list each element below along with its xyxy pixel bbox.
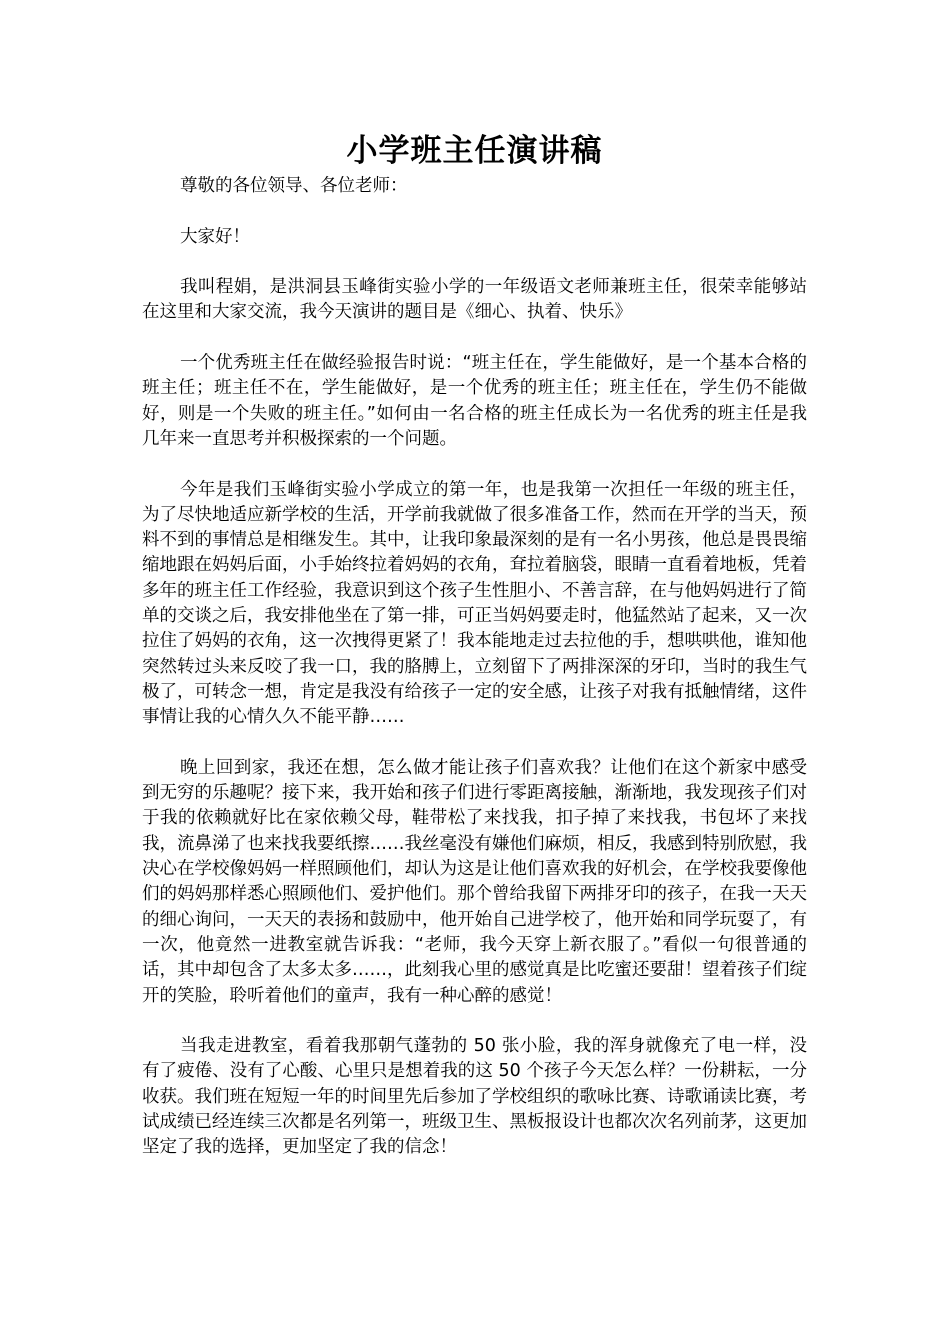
- paragraph-achievements: 当我走进教室，看着我那朝气蓬勃的 50 张小脸，我的浑身就像充了电一样，没有了疲倦、没有了心酸、心里只是想着我的这 50 个孩子今天怎么样？一份耕耘，一分收获。我们班在短短一年的时间里先后参加了学校组织的歌咏比赛、诗歌诵读比赛，考试成绩已经连续三次都是名列第一，班级卫生、黑板报设计也都次次名列前茅，这更加坚定了我的选择，更加坚定了我的信念！: [142, 1036, 807, 1158]
- paragraph-first-day: 今年是我们玉峰街实验小学成立的第一年，也是我第一次担任一年级的班主任，为了尽快地适应新学校的生活，开学前我就做了很多准备工作，然而在开学的当天，预料不到的事情总是相继发生。其中，让我印象最深刻的是有一名小男孩，他总是畏畏缩缩地跟在妈妈后面，小手始终拉着妈妈的衣角，耷拉着脑袋，眼睛一直看着地板，凭着多年的班主任工作经验，我意识到这个孩子生性胆小、不善言辞，在与他妈妈进行了简单的交谈之后，我安排他坐在了第一排，可正当妈妈要走时，他猛然站了起来，又一次拉住了妈妈的衣角，这一次拽得更紧了！我本能地走过去拉他的手，想哄哄他，谁知他突然转过头来反咬了我一口，我的胳膊上，立刻留下了两排深深的牙印，当时的我生气极了，可转念一想，肯定是我没有给孩子一定的安全感，让孩子对我有抵触情绪，这件事情让我的心情久久不能平静……: [142, 479, 807, 728]
- salutation: 尊敬的各位领导、各位老师：: [180, 176, 408, 196]
- document-title: 小学班主任演讲稿: [346, 133, 603, 169]
- paragraph-introduction: 我叫程娟，是洪洞县玉峰街实验小学的一年级语文老师兼班主任，很荣幸能够站在这里和大家交流，我今天演讲的题目是《细心、执着、快乐》: [142, 277, 807, 323]
- document-body: [142, 174, 807, 1161]
- paragraph-quote: 一个优秀班主任在做经验报告时说：“班主任在，学生能做好，是一个基本合格的班主任；班主任不在，学生能做好，是一个优秀的班主任；班主任在，学生仍不能做好，则是一个失败的班主任。”如何由一名合格的班主任成长为一名优秀的班主任是我几年来一直思考并积极探索的一个问题。: [142, 353, 807, 449]
- document-page: [142, 128, 807, 1161]
- paragraph-reflection: 晚上回到家，我还在想，怎么做才能让孩子们喜欢我？让他们在这个新家中感受到无穷的乐趣呢？接下来，我开始和孩子们进行零距离接触，渐渐地，我发现孩子们对于我的依赖就好比在家依赖父母，鞋带松了来找我，扣子掉了来找我，书包坏了来找我，流鼻涕了也来找我要纸擦……我丝毫没有嫌他们麻烦，相反，我感到特别欣慰，我决心在学校像妈妈一样照顾他们，却认为这是让他们喜欢我的好机会，在学校我要像他们的妈妈那样悉心照顾他们、爱护他们。那个曾给我留下两排牙印的孩子，在我一天天的细心询问，一天天的表扬和鼓励中，他开始自己进学校了，他开始和同学玩耍了，有一次，他竟然一进教室就告诉我：“老师，我今天穿上新衣服了。”看似一句很普通的话，其中却包含了太多太多……，此刻我心里的感觉真是比吃蜜还要甜！望着孩子们绽开的笑脸，聆听着他们的童声，我有一种心醉的感觉！: [142, 757, 807, 1006]
- greeting: 大家好！: [180, 226, 250, 247]
